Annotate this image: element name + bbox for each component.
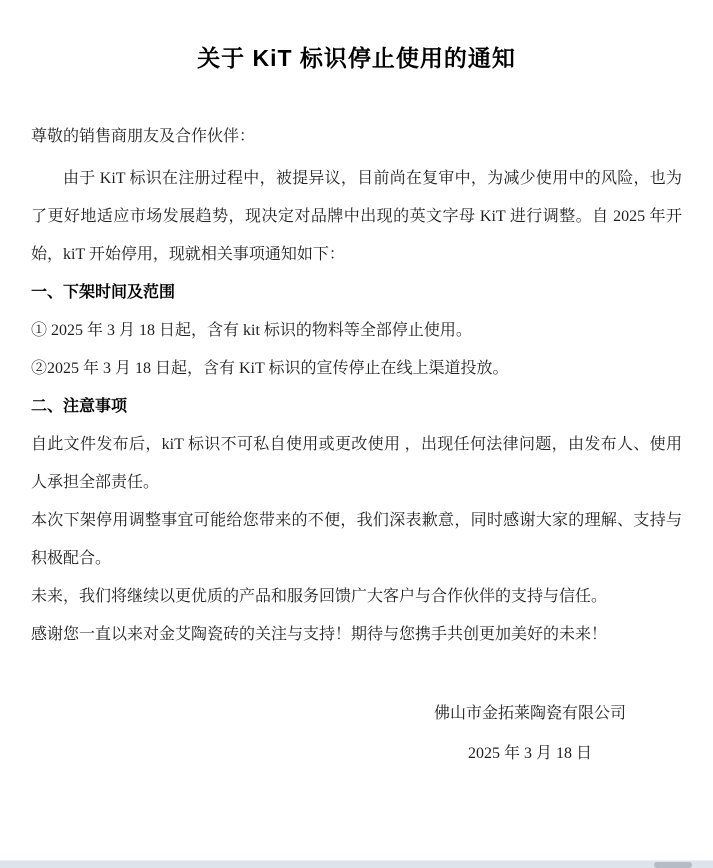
- document-title: 关于 KiT 标识停止使用的通知: [197, 45, 516, 71]
- horizontal-scrollbar-thumb[interactable]: [654, 862, 692, 868]
- signature-block: [434, 694, 626, 774]
- intro-paragraph: 由于 KiT 标识在注册过程中，被提异议，目前尚在复审中，为减少使用中的风险，也为了更好地适应市场发展趋势，现决定对品牌中出现的英文字母 KiT 进行调整。自 2025 年开始，kiT 开始停用，现就相关事项通知如下：: [31, 170, 682, 263]
- section-1-item-1: ① 2025 年 3 月 18 日起，含有 kit 标识的物料等全部停止使用。: [31, 322, 472, 339]
- section-2-paragraph-3: 未来，我们将继续以更优质的产品和服务回馈广大客户与合作伙伴的支持与信任。: [31, 588, 608, 605]
- section-2-heading: 二、注意事项: [31, 398, 128, 415]
- section-2-paragraph-2: 本次下架停用调整事宜可能给您带来的不便，我们深表歉意，同时感谢大家的理解、支持与积极配合。: [31, 512, 682, 567]
- greeting-line: 尊敬的销售商朋友及合作伙伴：: [31, 128, 256, 145]
- signature-date: 2025 年 3 月 18 日: [467, 745, 592, 762]
- section-1-item-2: ②2025 年 3 月 18 日起，含有 KiT 标识的宣传停止在线上渠道投放。: [31, 360, 509, 377]
- section-2-paragraph-4: 感谢您一直以来对金艾陶瓷砖的关注与支持！期待与您携手共创更加美好的未来！: [31, 626, 608, 643]
- section-1-heading: 一、下架时间及范围: [31, 284, 176, 301]
- signature-company: 佛山市金拓莱陶瓷有限公司: [433, 705, 626, 722]
- horizontal-scrollbar-track[interactable]: [0, 860, 713, 868]
- section-2-paragraph-1: 自此文件发布后，kiT 标识不可私自使用或更改使用 ，出现任何法律问题，由发布人、使用人承担全部责任。: [31, 436, 682, 491]
